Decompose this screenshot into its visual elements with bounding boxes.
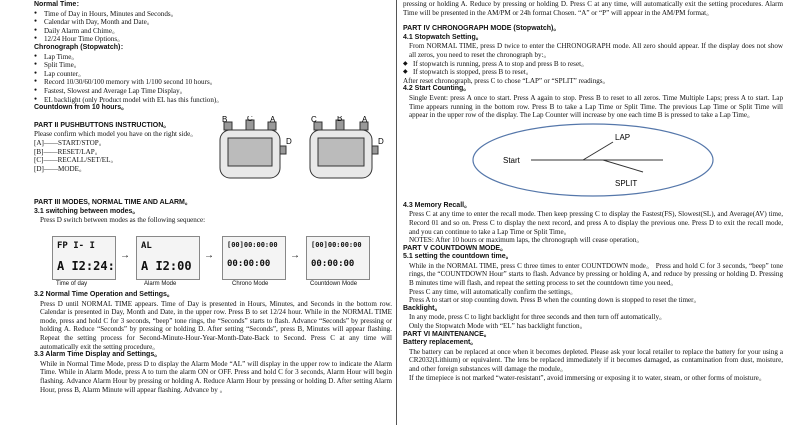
watch-label: C <box>247 116 253 123</box>
watch-label: B <box>337 116 343 123</box>
lcd-display <box>136 236 200 280</box>
s31-title: 3.1 switching between modes。 <box>34 207 140 215</box>
lcd-caption: Time of day <box>56 281 88 287</box>
list-item: ◆ If stopwatch is stopped, press B to reset。 <box>403 68 783 77</box>
list-item: ● 12/24 Hour Time Options。 <box>34 35 392 44</box>
lcd-display <box>306 236 370 280</box>
part4-title: PART IV CHRONOGRAPH MODE (Stopwatch)。 <box>403 25 561 33</box>
watch-label: C <box>311 116 317 124</box>
list-item: ● Record 10/30/60/100 memory with 1/100 second 10 hours。 <box>34 78 392 87</box>
list-item: ● Lap counter。 <box>34 70 392 79</box>
s43-notes: NOTES: After 10 hours or maximum laps, the chronograph will cease operation。 <box>409 236 644 245</box>
list-item: ● Time of Day in Hours, Minutes and Seconds。 <box>34 10 392 19</box>
diagram-start-label: Start <box>503 155 520 165</box>
lcd-top-row: FP I- I <box>57 241 95 251</box>
lcd-bottom-row: A I2:00 <box>141 259 192 273</box>
lcd-display <box>52 236 116 280</box>
list-item: ● Lap Time。 <box>34 53 392 62</box>
lcd-display <box>222 236 286 280</box>
s33-title: 3.3 Alarm Time Display and Settings。 <box>34 351 162 359</box>
part3-title: PART III MODES, NORMAL TIME AND ALARM。 <box>34 199 192 207</box>
watch-label: D <box>378 137 384 146</box>
backlight-title: Backlight。 <box>403 304 442 312</box>
s51-title: 5.1 setting the countdown time。 <box>403 253 513 261</box>
list-item: ◆ If stopwatch is running, press A to stop and press B to reset。 <box>403 60 783 69</box>
right-column <box>403 0 783 382</box>
watch-label: A <box>362 116 368 124</box>
list-item: ● Daily Alarm and Chime。 <box>34 27 392 36</box>
s32-title: 3.2 Normal Time Operation and Settings。 <box>34 291 174 299</box>
part2-intro: Please confirm which model you have on the right side。 <box>34 130 198 139</box>
stopwatch-image-right <box>310 120 378 178</box>
diagram-split-label: SPLIT <box>615 178 638 188</box>
lcd-caption: Chrono Mode <box>232 281 269 287</box>
normal-time-title: Normal Time： <box>34 1 84 8</box>
s43-title: 4.3 Memory Recall。 <box>403 201 472 209</box>
watch-label: B <box>222 116 228 124</box>
lcd-top-row: AL <box>141 241 152 251</box>
s42-text: Single Event: press A once to start. Press A again to stop. Press B to reset to all zeros. Time Multiple Laps; press A to start. Lap Time appears running in the bottom row. Press B to take a Lap Time or Split Time. The previous Lap Time or Split Time will appear in the upper row of the display. The Lap Counter will increase by one each time B is pressed to take a Lap Time。 <box>409 93 783 120</box>
watch-label: D <box>286 137 292 146</box>
watch-label: A <box>270 116 276 124</box>
lcd-bottom-row: A I2:24: <box>57 259 115 273</box>
s33-text: While in Normal Time Mode, press D to display the Alarm Mode “AL” will display in the upper row to indicate the Alarm Time. While in Alarm Mode, press A to turn the alarm ON or OFF. Press and hold C for 3 seconds, Alarm Hour will begin flashing. Advance Alarm Hour by pressing or holding A. Reduce Alarm Hour by pressing or holding D. After setting Alarm Hour, press B, Alarm Minute will appear flashing. Advance by 。 <box>40 359 392 394</box>
s42-title: 4.2 Start Counting。 <box>403 85 471 93</box>
button-item: [A]——START/STOP。 <box>34 138 106 147</box>
column-divider <box>396 0 397 425</box>
battery-title: Battery replacement。 <box>403 339 478 347</box>
battery-text: The battery can be replaced at once when it becomes depleted. Please ask your local retailer to replace the battery for your using a CR2032(Lithium) or equivalent. The lens be replaced immediately if it becomes damaged, as contamination from dust, moisture, and other foreign substances will damage the module。 <box>409 347 783 373</box>
list-item: ● EL backlight (only Product model with EL has this function)。 <box>34 96 392 105</box>
lcd-caption: Countdown Mode <box>310 281 358 287</box>
alarm-continued-text: pressing or holding A. Reduce by pressing or holding D. Press C at any time, will automatically exit the setting procedures. Alarm Time will be presented in the AM/PM or 24h format Chosen. “A” or “P” will appear in the AM/PM format。 <box>403 0 783 17</box>
arrow-right-icon: → <box>204 250 214 261</box>
lcd-top-row: [00]00:00:00 <box>227 241 278 249</box>
part6-title: PART VI MAINTENANCE。 <box>403 330 491 338</box>
s31-text: Press D switch between modes as the following sequence: <box>40 216 206 225</box>
lcd-top-row: [00]00:00:00 <box>311 241 362 249</box>
diagram-lap-label: LAP <box>615 132 631 142</box>
list-item: ● Calendar with Day, Month and Date。 <box>34 18 392 27</box>
countdown-title: Countdown from 10 hours。 <box>34 104 129 112</box>
button-item: [D]——MODE。 <box>34 164 87 173</box>
left-column <box>34 0 392 394</box>
chrono-title: Chronograph (Stopwatch)： <box>34 43 128 51</box>
backlight-b: Only the Stopwatch Mode with “EL” has backlight function。 <box>409 322 587 331</box>
lcd-bottom-row: 00:00:00 <box>227 259 271 269</box>
button-item: [B]——RESET/LAP。 <box>34 147 102 156</box>
arrow-right-icon: → <box>290 250 300 261</box>
part5-title: PART V COUNTDOWN MODE。 <box>403 244 508 252</box>
lap-split-diagram <box>403 120 783 200</box>
list-item: ● Split Time。 <box>34 61 392 70</box>
button-item: [C]——RECALL/SET/EL。 <box>34 156 118 165</box>
list-item: ● Fastest, Slowest and Average Lap Time Display。 <box>34 87 392 96</box>
stopwatch-image-left <box>220 120 286 178</box>
s43-text: Press C at any time to enter the recall mode. Then keep pressing C to display the Fastest(FS), Slowest(SL), and Average(AV) time, Record 01 and so on. Press C to display the next record, and press A to display the previous one. Press D to exit the recall mode, and you can continue to take a Lap Time or Split Time。 <box>409 210 783 236</box>
stopwatch-illustrations <box>210 116 392 184</box>
s32-text: Press D until NORMAL TIME appears. Time of Day is presented in Hours, Minutes, and Seconds in the bottom row. Calendar is presented in Day, Month and Date, in the upper row. Press B to set 12/24 hour. While in the NORMAL TIME mode, press and hold C for 3 seconds, “beep” tone rings, the “Seconds” starts to flash. Advance “Seconds” by pressing or holding A. Reduce “Seconds” by pressing or holding D. After setting “Seconds”, press B, Minutes will appear flashing. Repeat the setting process for Second-Minute-Hour-Year-Month-Date-Back to Second. Press C at any time will automatically exit the setting procedure。 <box>40 299 392 351</box>
backlight-a: In any mode, press C to light backlight for three seconds and then turn off automatically。 <box>409 313 667 322</box>
s51-a: Press C any time, will automatically confirm the settings。 <box>409 287 578 296</box>
s41-text: From NORMAL TIME, press D twice to enter the CHRONOGRAPH mode. All zero should appear. If the display does not show all zeros, you need to reset the chronograph by:。 <box>409 42 783 59</box>
lcd-caption: Alarm Mode <box>144 281 177 287</box>
lcd-bottom-row: 00:00:00 <box>311 259 355 269</box>
part2-title: PART II PUSHBUTTONS INSTRUCTION。 <box>34 121 171 129</box>
s51-text: While in the NORMAL TIME, press C three times to enter COUNTDOWN mode。 Press and hold C for 3 seconds, “beep” tone rings, the “COUNTDOWN Hour” starts to flash. Advance by pressing or holding A, and reduce by pressing or holding D. Pressing B minutes time will flash, and repeat the setting process to set the countdown time you need。 <box>409 261 783 288</box>
arrow-right-icon: → <box>120 250 130 261</box>
lap-split-diagram-svg <box>403 120 783 200</box>
s41-title: 4.1 Stopwatch Setting。 <box>403 33 483 41</box>
s51-b: Press A to start or stop counting down. Press B when the counting down is stopped to reset the timer。 <box>409 296 701 305</box>
s41-after: After reset chronograph, press C to chose “LAP” or “SPLIT” readings。 <box>403 76 610 85</box>
battery-last: If the timepiece is not marked “water-resistant”, avoid immersing or exposing it to water, steam, or other forms of moisture。 <box>409 373 766 382</box>
